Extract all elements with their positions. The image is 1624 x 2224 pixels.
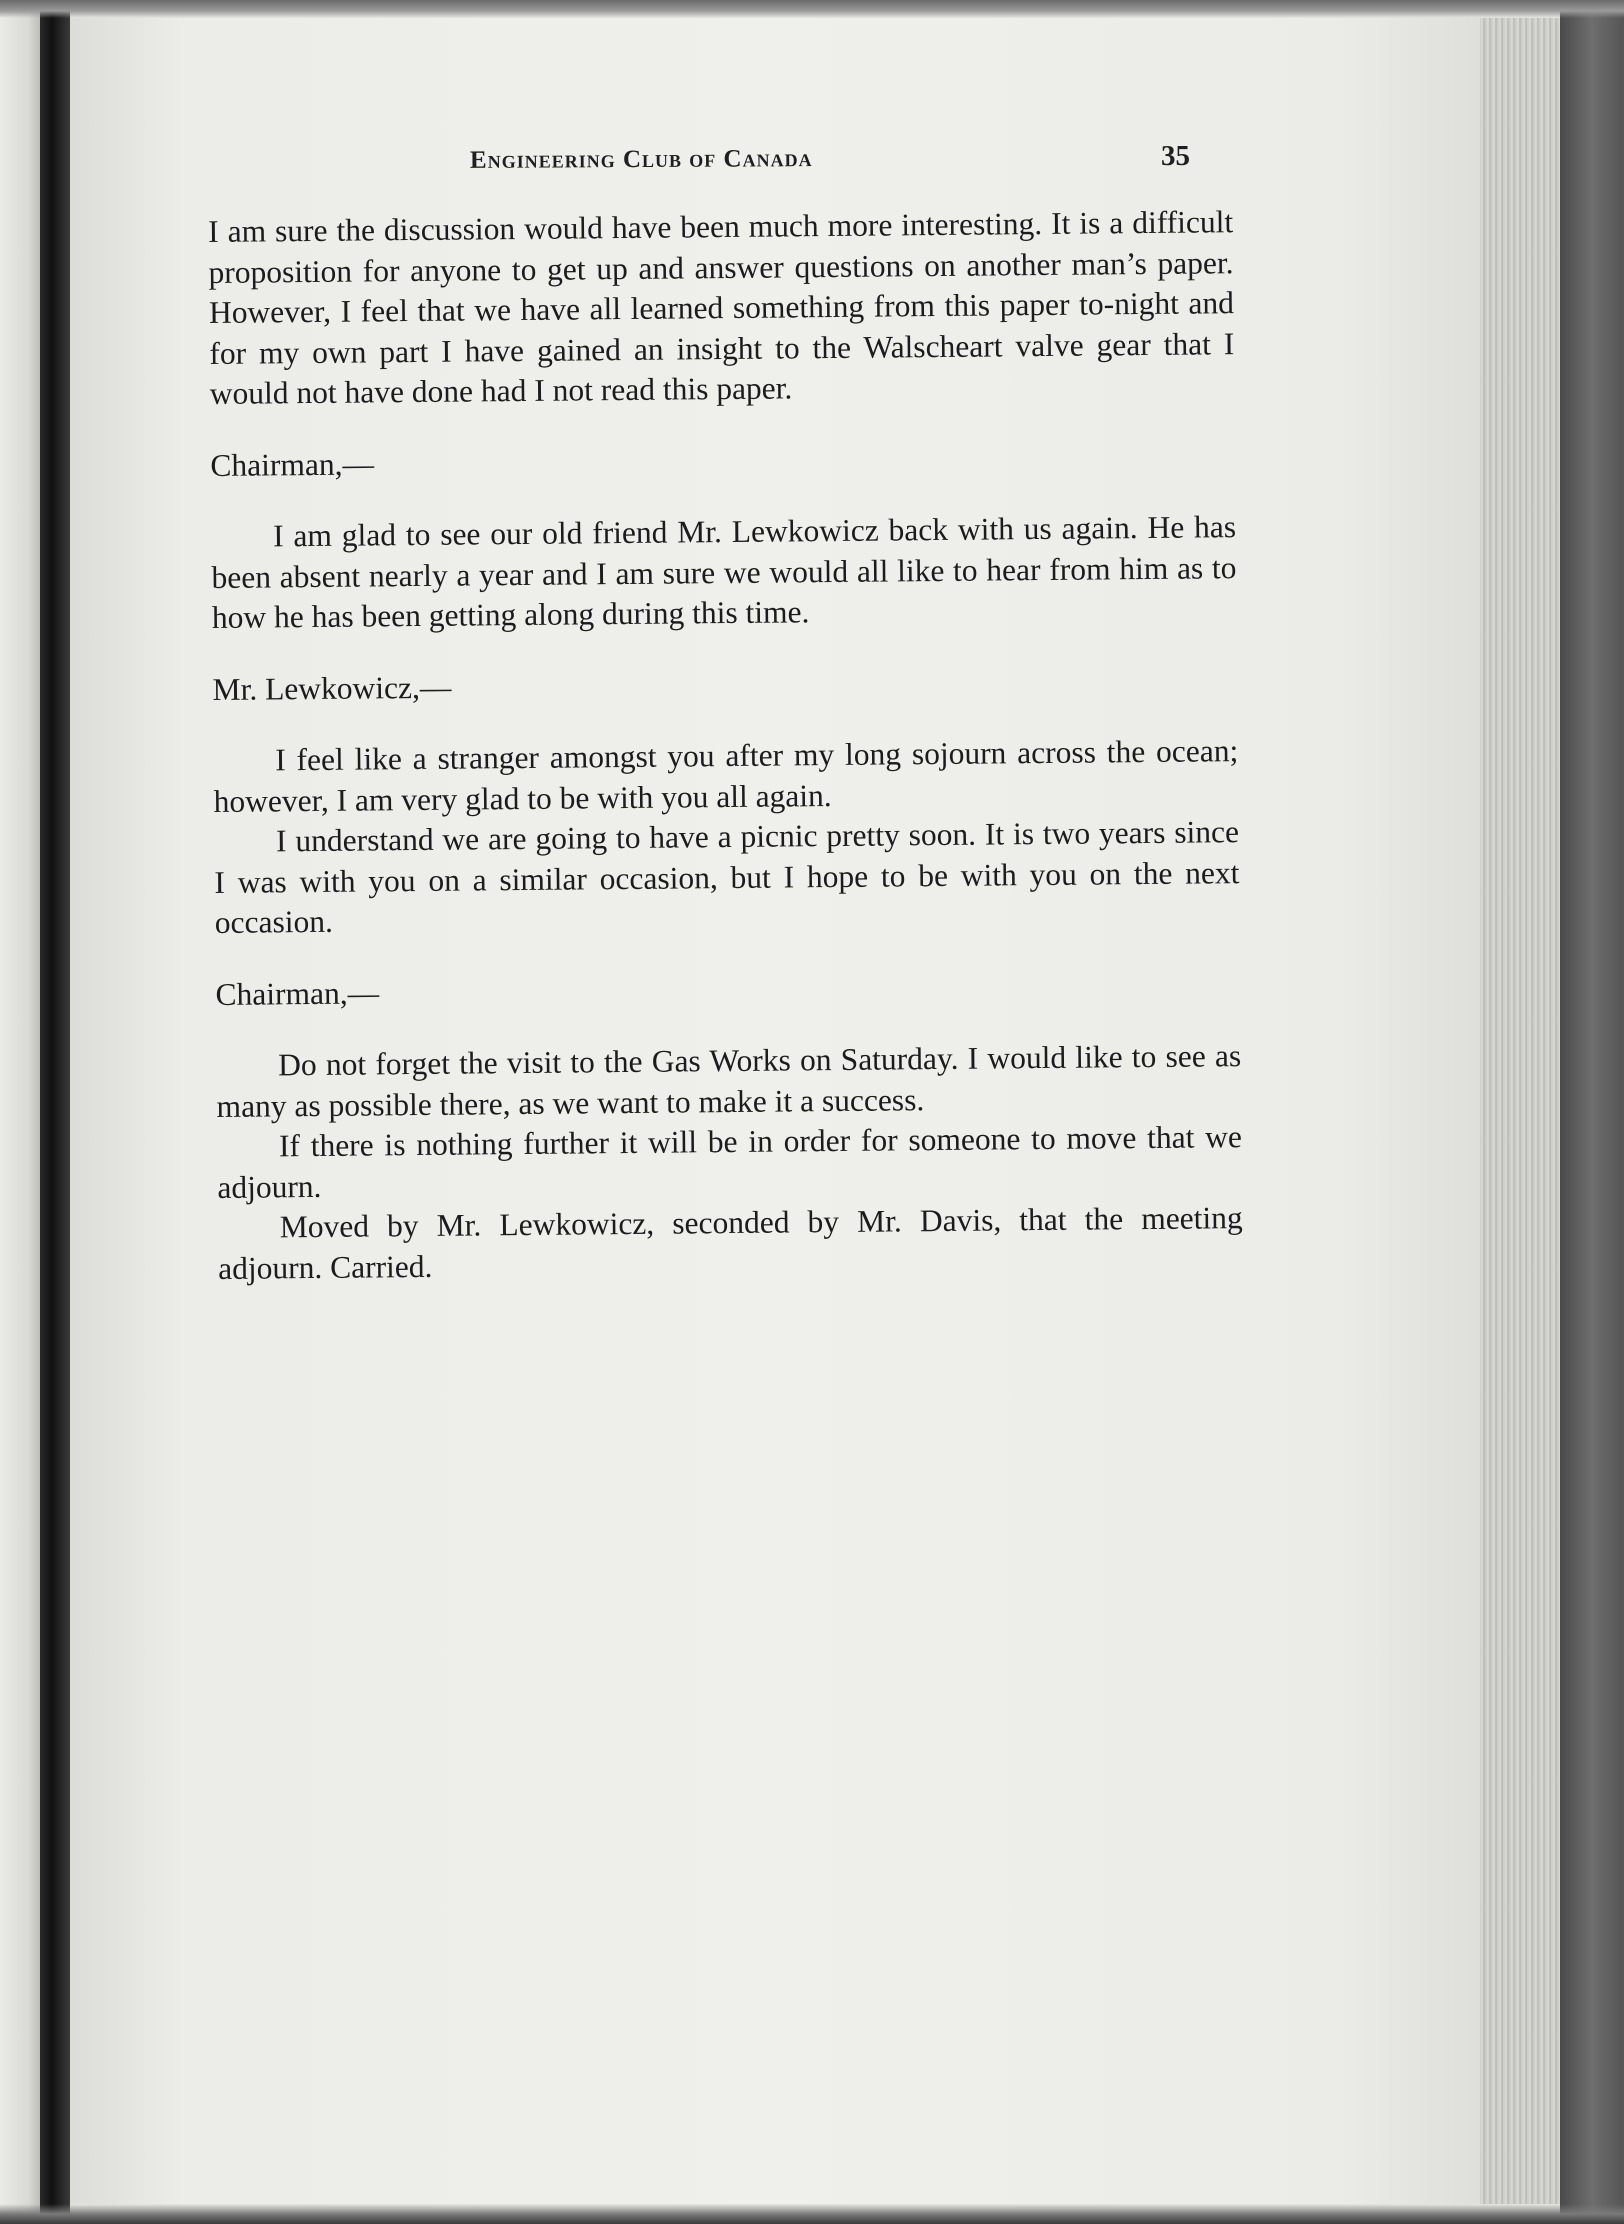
paragraph: I understand we are going to have a picnic pretty soon. It is two years since I was with you on a similar occasion, but I hope to be with you on the next occasion. [214, 814, 1240, 940]
paragraph: Do not forget the visit to the Gas Works on Saturday. I would like to see as many as possible there, as we want to make it a success. [216, 1038, 1242, 1124]
speaker-label: Chairman,— [215, 974, 380, 1012]
paragraph: I feel like a stranger amongst you after my long sojourn across the ocean; however, I am very glad to be with you all again. [213, 733, 1239, 819]
paragraph: If there is nothing further it will be in order for someone to move that we adjourn. [217, 1119, 1243, 1205]
page-number: 35 [1161, 140, 1190, 172]
book-gutter [40, 0, 70, 2224]
page-body [208, 202, 1243, 1289]
book-cover-edge [1560, 0, 1624, 2224]
facing-page-edge [0, 0, 40, 2224]
page-header [470, 140, 1190, 180]
top-shadow [0, 0, 1624, 18]
paragraph: Moved by Mr. Lewkowicz, seconded by Mr. Davis, that the meeting adjourn. Carried. [217, 1200, 1243, 1286]
paragraph: I am glad to see our old friend Mr. Lewkowicz back with us again. He has been absent nearly a year and I am sure we would all like to hear from him as to how he has been getting along during this time. [211, 509, 1237, 635]
running-head: Engineering Club of Canada [469, 145, 813, 174]
speaker-label: Chairman,— [210, 445, 375, 483]
bottom-shadow [0, 2204, 1624, 2224]
speaker-label: Mr. Lewkowicz,— [212, 669, 452, 707]
paragraph-continuation: I am sure the discussion would have been much more interesting. It is a difficult proposition for anyone to get up and answer questions on another man’s paper. However, I feel that we have all learned something from this paper to-night and for my own part I have gained an insight to the Walscheart valve gear that I would not have done had I not read this paper. [208, 204, 1235, 411]
page-stack-edges [1480, 18, 1560, 2204]
